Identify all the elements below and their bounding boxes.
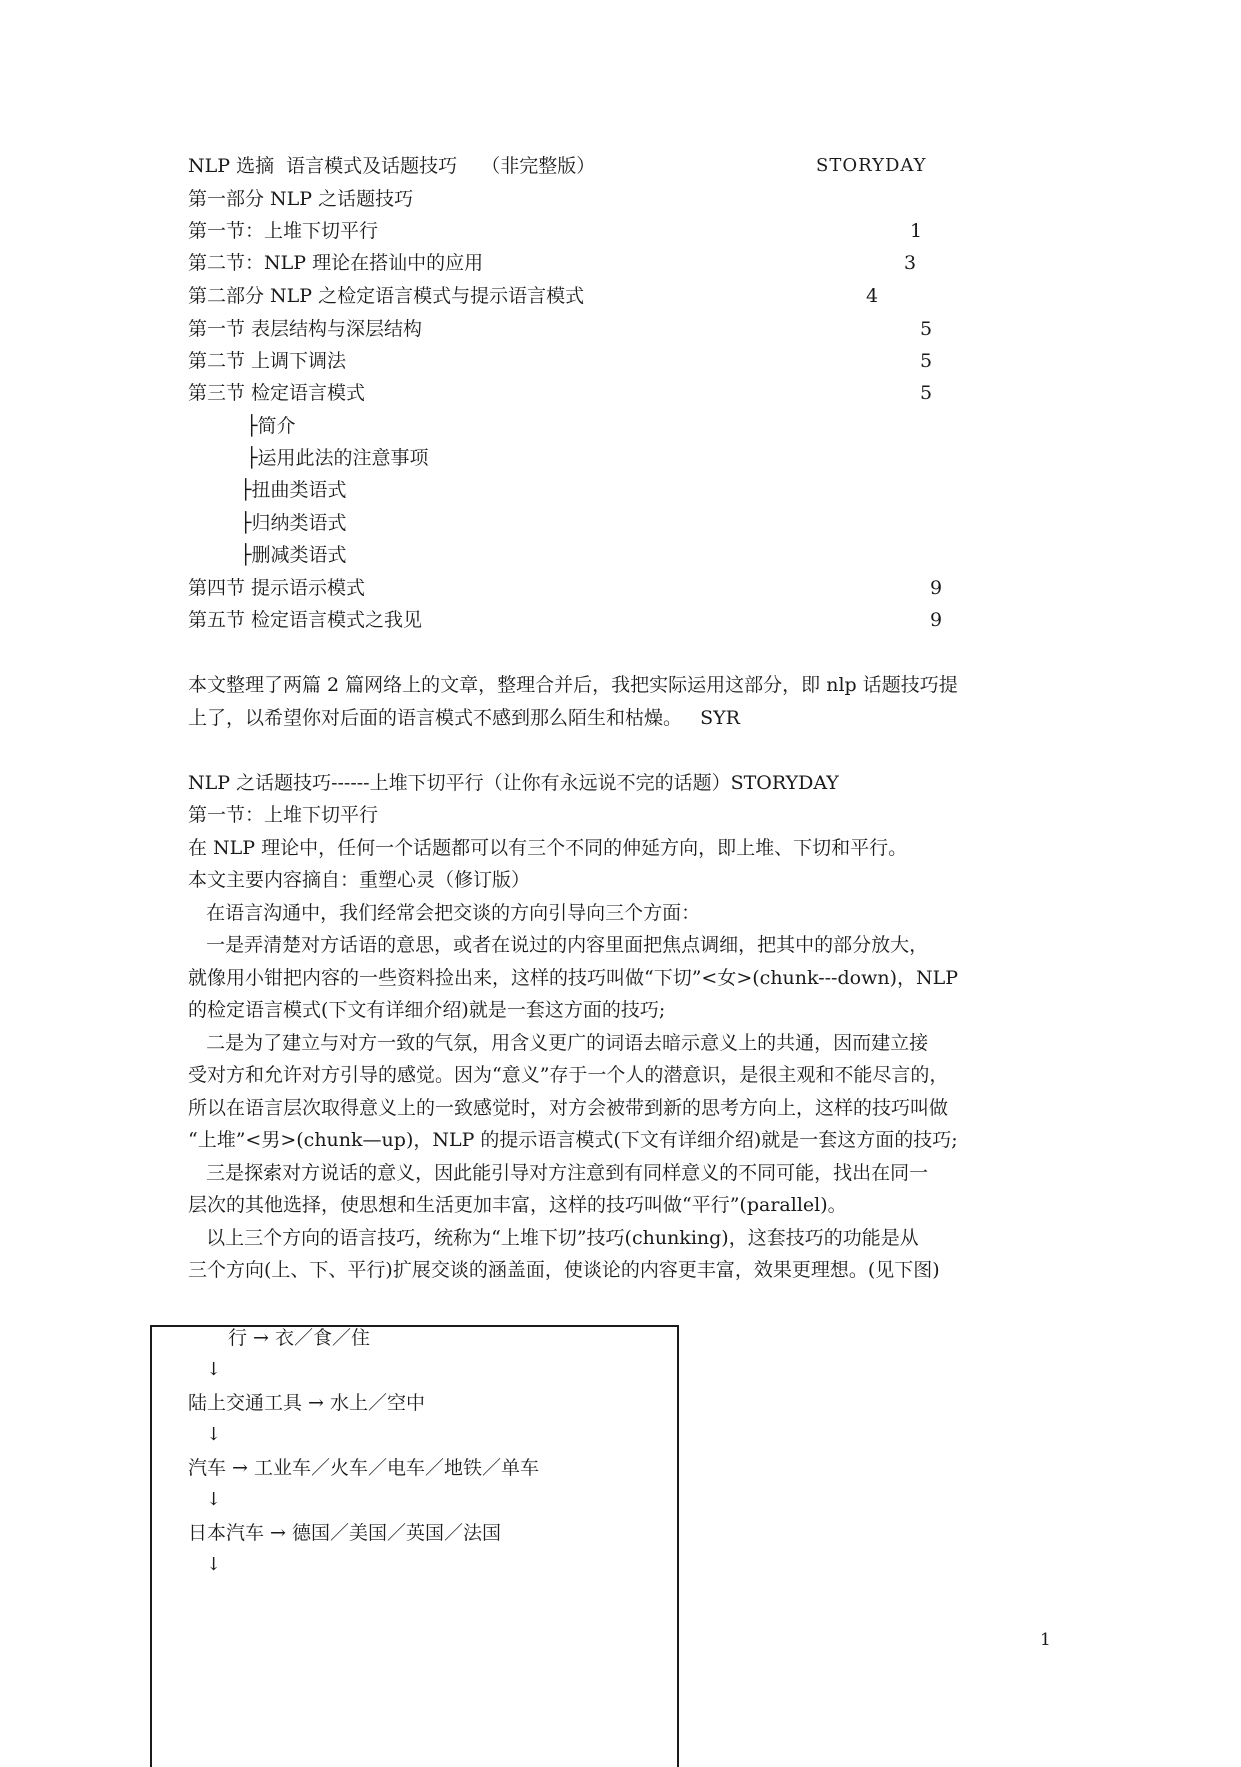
toc-p2s3-page: 5 xyxy=(920,382,933,404)
toc-p2s4: 第四节 提示语示模式 xyxy=(188,577,366,599)
body-section-title: 第一节：上堆下切平行 xyxy=(188,804,379,826)
body-line: 所以在语言层次取得意义上的一致感觉时，对方会被带到新的思考方向上，这样的技巧叫做 xyxy=(188,1097,949,1119)
body-line: 受对方和允许对方引导的感觉。因为“意义”存于一个人的潜意识，是很主观和不能尽言的， xyxy=(188,1064,949,1086)
diagram-row-1: 行 → 衣／食／住 xyxy=(228,1327,370,1349)
toc-sub-notes: ├运用此法的注意事项 xyxy=(246,447,429,469)
diagram-row-3: 汽车 → 工业车／火车／电车／地铁／单车 xyxy=(188,1457,540,1479)
body-line: 在语言沟通中，我们经常会把交谈的方向引导向三个方面： xyxy=(188,902,701,924)
toc-p1s1: 第一节：上堆下切平行 xyxy=(188,220,379,242)
body-heading: NLP 之话题技巧------上堆下切平行（让你有永远说不完的话题）STORYDAY xyxy=(188,772,839,794)
body-line: 的检定语言模式(下文有详细介绍)就是一套这方面的技巧; xyxy=(188,999,666,1021)
toc-author: STORYDAY xyxy=(816,155,927,176)
toc-p2s2-page: 5 xyxy=(920,350,933,372)
down-arrow-icon: ↓ xyxy=(206,1424,222,1445)
toc-p1s1-page: 1 xyxy=(910,220,923,242)
down-arrow-icon: ↓ xyxy=(206,1359,222,1380)
intro-line-1: 本文整理了两篇 2 篇网络上的文章，整理合并后，我把实际运用这部分，即 nlp 话题技巧提 xyxy=(188,674,958,696)
toc-p2s1: 第一节 表层结构与深层结构 xyxy=(188,318,423,340)
toc-p2s1-page: 5 xyxy=(920,318,933,340)
body-line: 层次的其他选择，使思想和生活更加丰富，这样的技巧叫做“平行”(parallel)。 xyxy=(188,1194,847,1216)
body-line: 三是探索对方说话的意义，因此能引导对方注意到有同样意义的不同可能，找出在同一 xyxy=(188,1162,929,1184)
toc-title: NLP 选摘 语言模式及话题技巧 （非完整版） xyxy=(188,155,596,177)
toc-p2s3: 第三节 检定语言模式 xyxy=(188,382,366,404)
toc-p2s5: 第五节 检定语言模式之我见 xyxy=(188,609,423,631)
body-line: 二是为了建立与对方一致的气氛，用含义更广的词语去暗示意义上的共通，因而建立接 xyxy=(188,1032,929,1054)
body-line: 在 NLP 理论中，任何一个话题都可以有三个不同的伸延方向，即上堆、下切和平行。 xyxy=(188,837,908,859)
diagram-row-2: 陆上交通工具 → 水上／空中 xyxy=(188,1392,425,1414)
toc-sub-intro: ├简介 xyxy=(246,415,296,437)
toc-sub-generalization: ├归纳类语式 xyxy=(240,512,347,534)
diagram-row-4: 日本汽车 → 德国／美国／英国／法国 xyxy=(188,1522,501,1544)
toc-p2s5-page: 9 xyxy=(930,609,943,631)
toc-p1s2: 第二节：NLP 理论在搭讪中的应用 xyxy=(188,252,484,274)
intro-line-2: 上了，以希望你对后面的语言模式不感到那么陌生和枯燥。 SYR xyxy=(188,707,740,729)
toc-part2: 第二部分 NLP 之检定语言模式与提示语言模式 xyxy=(188,285,585,307)
page-number: 1 xyxy=(1040,1630,1051,1650)
down-arrow-icon: ↓ xyxy=(206,1489,222,1510)
body-line: 一是弄清楚对方话语的意思，或者在说过的内容里面把焦点调细，把其中的部分放大， xyxy=(188,934,929,956)
body-line: 本文主要内容摘自：重塑心灵（修订版） xyxy=(188,869,531,891)
toc-p1s2-page: 3 xyxy=(904,252,917,274)
toc-part1: 第一部分 NLP 之话题技巧 xyxy=(188,188,414,210)
body-line: 以上三个方向的语言技巧，统称为“上堆下切”技巧(chunking)，这套技巧的功能是从 xyxy=(188,1227,919,1249)
toc-p2s2: 第二节 上调下调法 xyxy=(188,350,347,372)
toc-part2-page: 4 xyxy=(866,285,879,307)
toc-sub-deletion: ├删减类语式 xyxy=(240,544,347,566)
body-line: “上堆”<男>(chunk—up)，NLP 的提示语言模式(下文有详细介绍)就是一套这方面的技巧; xyxy=(188,1129,958,1151)
body-line: 三个方向(上、下、平行)扩展交谈的涵盖面，使谈论的内容更丰富，效果更理想。(见下图) xyxy=(188,1259,940,1281)
down-arrow-icon: ↓ xyxy=(206,1554,222,1575)
body-line: 就像用小钳把内容的一些资料捡出来，这样的技巧叫做“下切”<女>(chunk---down)，NLP xyxy=(188,967,959,989)
toc-p2s4-page: 9 xyxy=(930,577,943,599)
toc-sub-distortion: ├扭曲类语式 xyxy=(240,479,347,501)
